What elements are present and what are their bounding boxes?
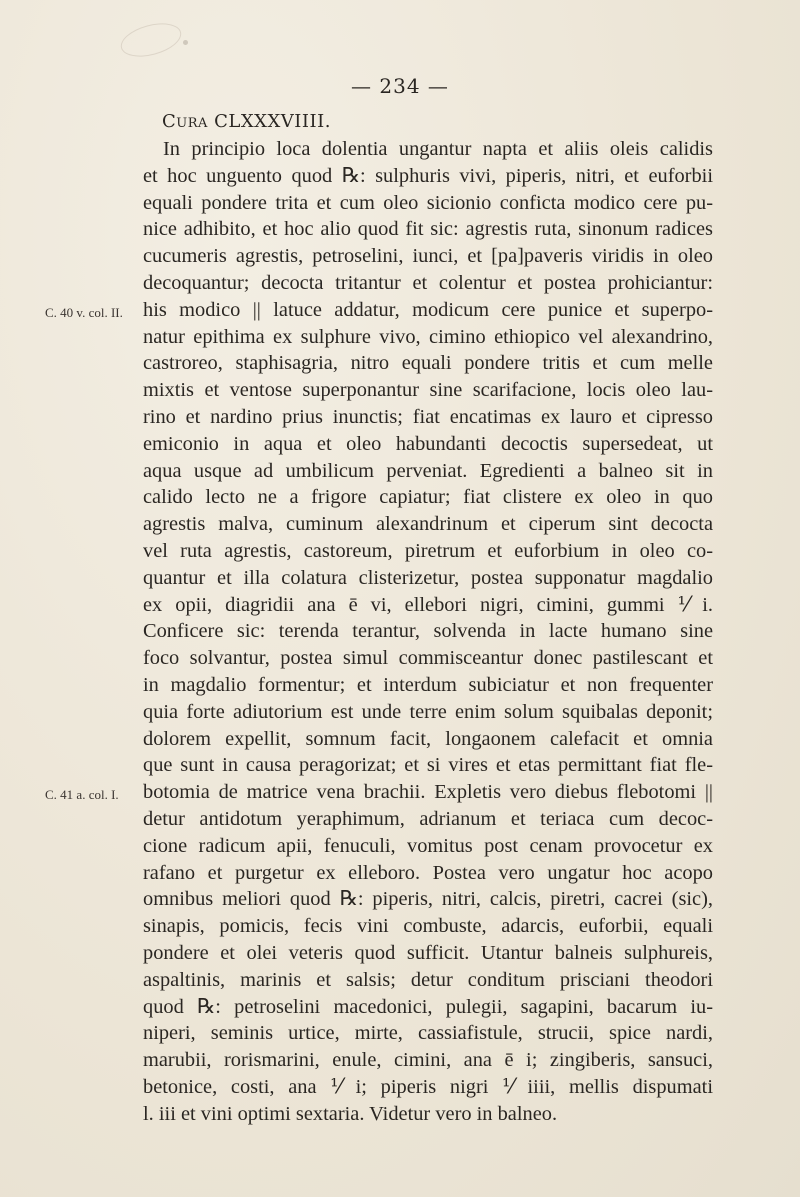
- text-line: [143, 324, 713, 351]
- text-line: [143, 1101, 713, 1128]
- text-line-content: quia forte adiutorium est unde terre enim solum squibalas deponit;: [143, 700, 713, 723]
- text-line-content: omnibus meliori quod ℞: piperis, nitri, calcis, piretri, cacrei (sic),: [143, 888, 713, 911]
- text-line-content: vel ruta agrestis, castoreum, piretrum et euforbium in oleo co-: [143, 539, 713, 562]
- text-line: [143, 940, 713, 967]
- text-line-content: rafano et purgetur ex elleboro. Postea vero ungatur hoc acopo: [143, 861, 713, 884]
- text-line: [143, 216, 713, 243]
- text-line-content: castroreo, staphisagria, nitro equali pondere tritis et cum melle: [143, 352, 713, 375]
- text-line-content: In principio loca dolentia ungantur napta et aliis oleis calidis: [163, 138, 713, 160]
- text-line: [143, 484, 713, 511]
- text-line: [45, 297, 713, 324]
- text-line-content: agrestis malva, cuminum alexandrinum et ciperum sint decocta: [143, 513, 713, 536]
- text-line-content: rino et nardino prius inunctis; fiat encatimas ex lauro et cipresso: [143, 405, 713, 428]
- paper-stain-dot: [183, 40, 188, 45]
- text-line-content: equali pondere trita et cum oleo sicionio conficta modico cere pu-: [143, 191, 713, 214]
- text-line: [143, 1047, 713, 1074]
- text-line: [143, 1074, 713, 1101]
- text-line: [143, 458, 713, 485]
- text-line: [143, 726, 713, 753]
- text-line-content: que sunt in causa peragorizat; et si vires et etas permittant fiat fle-: [143, 754, 713, 777]
- text-line-content: Conficere sic: terenda terantur, solvenda in lacte humano sine: [143, 620, 713, 643]
- text-line-content: ex opii, diagridii ana ē vi, ellebori nigri, cimini, gummi ⅟ i.: [143, 593, 713, 616]
- text-line-content: botomia de matrice vena brachii. Expletis vero diebus flebotomi ||: [143, 781, 713, 804]
- text-line-content: emiconio in aqua et oleo habundanti decoctis supersedeat, ut: [143, 432, 713, 455]
- text-line-content: dolorem expellit, somnum facit, longaonem calefacit et omnia: [143, 727, 713, 750]
- text-line: [143, 592, 713, 619]
- text-line-content: mixtis et ventose superponantur sine scarifacione, locis oleo lau-: [143, 379, 713, 402]
- text-line: [143, 672, 713, 699]
- text-line: [45, 779, 713, 806]
- text-line: [143, 243, 713, 270]
- text-line-content: cucumeris agrestis, petroselini, iunci, et [pa]paveris viridis in oleo: [143, 245, 713, 268]
- text-line-content: aqua usque ad umbilicum perveniat. Egredienti a balneo sit in: [143, 459, 713, 482]
- text-line: [143, 645, 713, 672]
- text-line-content: foco solvantur, postea simul commisceantur donec pastilescant et: [143, 647, 713, 670]
- text-line-content: l. iii et vini optimi sextaria. Videtur vero in balneo.: [143, 1102, 558, 1125]
- margin-reference: C. 41 a. col. I.: [45, 787, 119, 803]
- text-line: [143, 163, 713, 190]
- text-line: [143, 886, 713, 913]
- text-line-content: niperi, seminis urtice, mirte, cassiafistule, strucii, spice nardi,: [143, 1022, 713, 1045]
- text-line: [143, 618, 713, 645]
- text-line-content: natur epithima ex sulphure vivo, cimino ethiopico vel alexandrino,: [143, 325, 713, 348]
- text-line-content: sinapis, pomicis, fecis vini combuste, adarcis, euforbii, equali: [143, 915, 713, 938]
- text-line: [143, 752, 713, 779]
- text-line: [143, 270, 713, 297]
- text-line-content: quod ℞: petroselini macedonici, pulegii, sagapini, bacarum iu-: [143, 995, 713, 1018]
- body-text: [45, 136, 713, 1127]
- text-line-content: decoquantur; decocta tritantur et colentur et postea prohiciantur:: [143, 271, 713, 294]
- text-line-content: quantur et illa colatura clisterizetur, postea supponatur magdalio: [143, 566, 713, 589]
- text-line-content: detur antidotum yeraphimum, adrianum et teriaca cum decoc-: [143, 807, 713, 830]
- text-line: [143, 350, 713, 377]
- text-line-content: calido lecto ne a frigore capiatur; fiat clistere ex oleo in quo: [143, 486, 713, 509]
- text-line-content: et hoc unguento quod ℞: sulphuris vivi, piperis, nitri, et euforbii: [143, 164, 713, 187]
- text-line: [143, 136, 713, 163]
- text-line-content: aspaltinis, marinis et salsis; detur conditum prisciani theodori: [143, 968, 713, 991]
- chapter-heading: Cura CLXXXVIIII.: [162, 111, 331, 132]
- paper-stain: [117, 17, 185, 62]
- text-line: [143, 994, 713, 1021]
- page-number: — 234 —: [351, 74, 449, 98]
- text-line: [143, 190, 713, 217]
- text-line: [143, 860, 713, 887]
- text-line: [143, 833, 713, 860]
- margin-reference: C. 40 v. col. II.: [45, 304, 123, 320]
- text-line-content: pondere et olei veteris quod sufficit. Utantur balneis sulphureis,: [143, 941, 713, 964]
- text-line: [143, 699, 713, 726]
- text-line: [143, 967, 713, 994]
- text-line: [143, 913, 713, 940]
- text-line: [143, 806, 713, 833]
- text-line-content: betonice, costi, ana ⅟ i; piperis nigri ⅟ iiii, mellis dispumati: [143, 1075, 713, 1098]
- text-line: [143, 1020, 713, 1047]
- text-line-content: in magdalio formentur; et interdum subiciatur et non frequenter: [143, 673, 713, 696]
- text-line-content: cione radicum apii, fenuculi, vomitus post cenam provocetur ex: [143, 834, 713, 857]
- text-line: [143, 404, 713, 431]
- text-line: [143, 538, 713, 565]
- text-line-content: nice adhibito, et hoc alio quod fit sic: agrestis ruta, sinonum radices: [143, 218, 713, 241]
- text-line: [143, 431, 713, 458]
- text-line-content: his modico || latuce addatur, modicum cere punice et superpo-: [143, 298, 713, 321]
- text-line: [143, 377, 713, 404]
- text-line: [143, 565, 713, 592]
- text-line-content: marubii, rorismarini, enule, cimini, ana ē i; zingiberis, sansuci,: [143, 1049, 713, 1072]
- text-line: [143, 511, 713, 538]
